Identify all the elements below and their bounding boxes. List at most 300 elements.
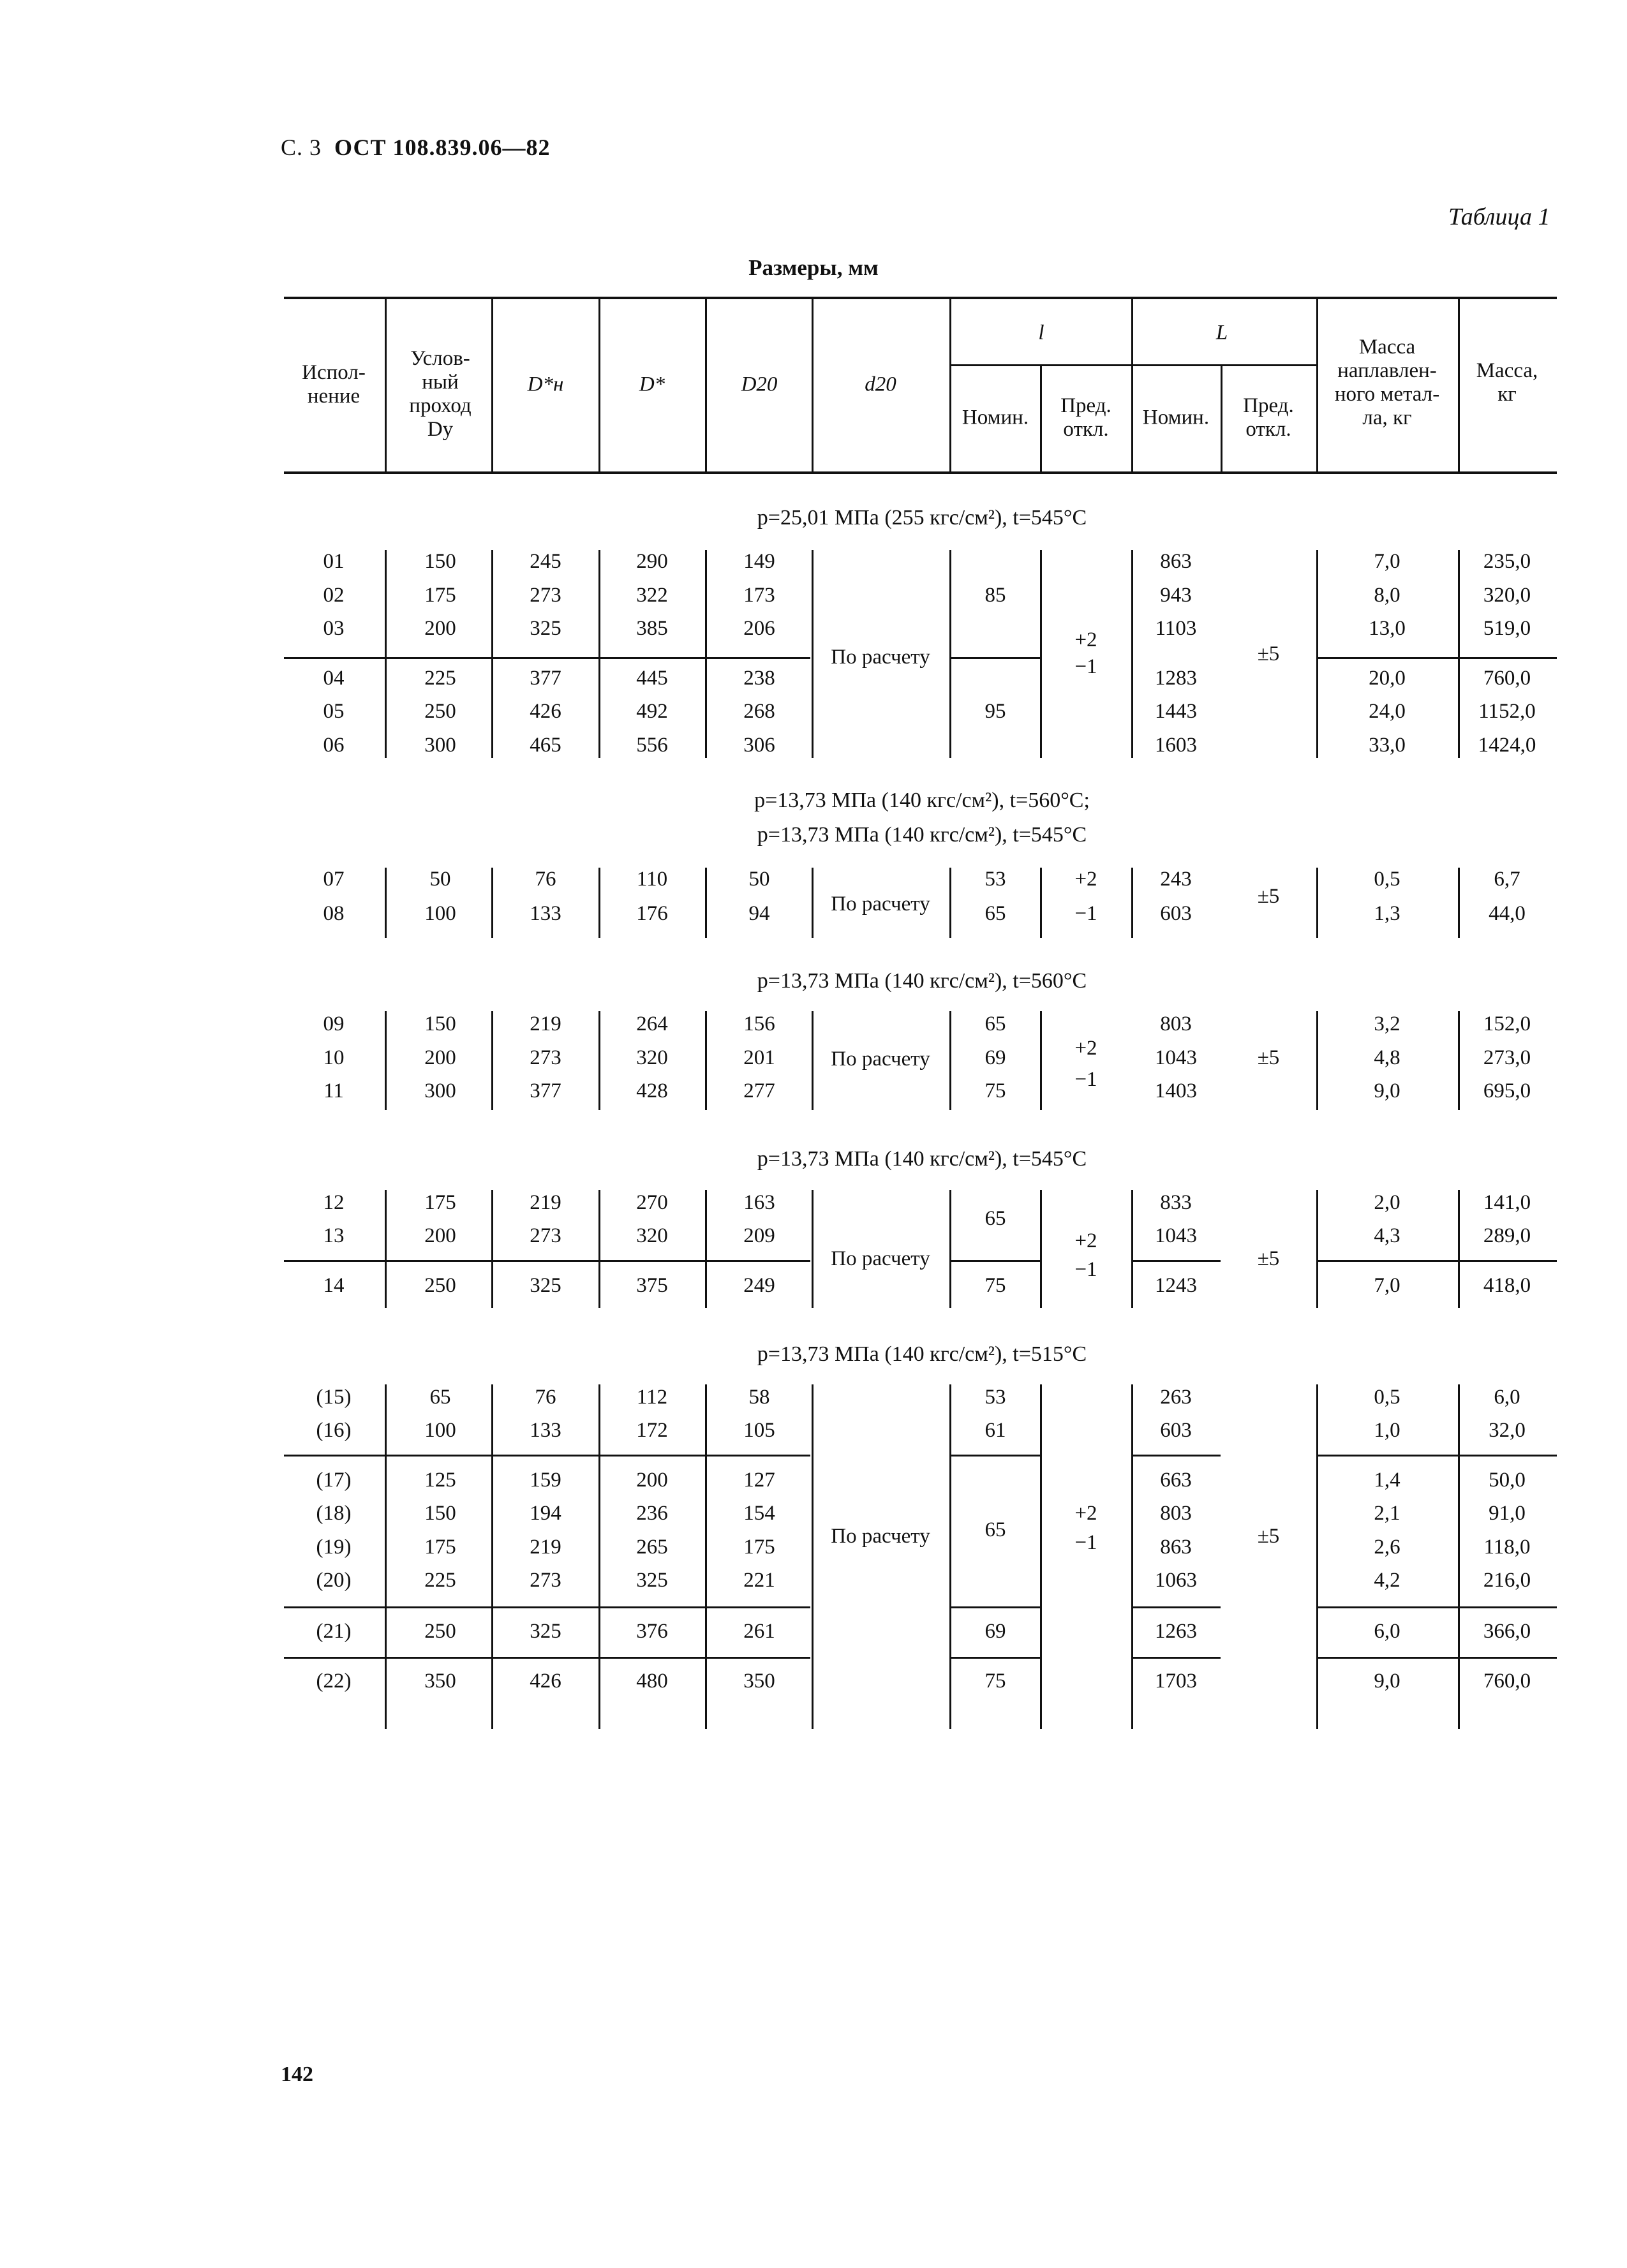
L-subheader-rule [1131,364,1316,366]
dimensions-note: Размеры, мм [748,255,879,280]
column-divider [491,868,493,938]
cell-mn: 1,3 [1374,902,1400,925]
cell-m: 44,0 [1489,902,1526,925]
column-divider [705,550,707,758]
cell-d20c: 154 [743,1502,775,1525]
cell-dy: 65 [429,1386,451,1409]
cell-Lnom: 803 [1160,1502,1192,1525]
column-divider [491,1011,493,1110]
column-divider [1458,868,1460,938]
cell-Lnom: 1103 [1155,617,1197,640]
column-divider [1316,550,1318,758]
column-divider [598,1190,600,1308]
header-divider [705,298,707,471]
cell-m: 695,0 [1483,1079,1531,1102]
column-divider [949,550,951,758]
cell-isp: 11 [323,1079,344,1102]
cell-lnom: 75 [984,1079,1006,1102]
cell-ldev: −1 [1074,902,1097,925]
header-divider [385,298,387,471]
cell-dn: 273 [530,1569,561,1592]
cell-dy: 175 [424,1191,456,1214]
cell-mn: 3,2 [1374,1012,1400,1035]
cell-ldev: +2 [1074,1502,1097,1525]
cell-dn: 465 [530,734,561,757]
cell-d: 556 [636,734,668,757]
cell-dy: 100 [424,1419,456,1442]
cell-dn: 219 [530,1191,561,1214]
column-divider [491,1384,493,1729]
cell-mn: 24,0 [1369,700,1406,723]
cell-Lnom: 863 [1160,550,1192,573]
cell-m: 118,0 [1483,1536,1531,1559]
table-top-rule [284,297,1557,299]
cell-dy: 350 [424,1670,456,1693]
header-divider [1131,298,1133,471]
cell-mn: 6,0 [1374,1620,1400,1643]
cell-Ldev: ±5 [1257,1247,1280,1270]
cell-d20c: 105 [743,1419,775,1442]
cell-m: 141,0 [1483,1191,1531,1214]
cell-isp: 12 [323,1191,345,1214]
row-separator [1316,1606,1557,1608]
cell-m: 1424,0 [1478,734,1536,757]
cell-dn: 325 [530,617,561,640]
cell-mn: 7,0 [1374,550,1400,573]
cell-dy: 250 [424,1274,456,1297]
cell-dn: 273 [530,1046,561,1069]
cell-dn: 159 [530,1469,561,1492]
cell-d20c: 277 [743,1079,775,1102]
cell-d: 385 [636,617,668,640]
cell-Lnom: 263 [1160,1386,1192,1409]
row-separator [1316,1260,1557,1262]
cell-ldev: +2 [1074,868,1097,891]
cell-dy: 175 [424,584,456,607]
row-separator [951,1455,1040,1456]
cell-d20c: 175 [743,1536,775,1559]
cell-isp: 13 [323,1224,345,1247]
column-divider [1316,1011,1318,1110]
cell-dy: 150 [424,550,456,573]
cell-Lnom: 1063 [1155,1569,1197,1592]
cell-isp: (19) [316,1536,352,1559]
cell-mn: 0,5 [1374,1386,1400,1409]
cell-lnom: 85 [984,584,1006,607]
cell-m: 91,0 [1489,1502,1526,1525]
page-number: 142 [281,2063,313,2086]
header-L-nomin: Номин. [1142,406,1210,429]
cell-m: 366,0 [1483,1620,1531,1643]
cell-ldev: −1 [1074,655,1097,678]
cell-isp: (20) [316,1569,352,1592]
cell-dn: 245 [530,550,561,573]
cell-Lnom: 943 [1160,584,1192,607]
cell-d: 322 [636,584,668,607]
cell-m: 50,0 [1489,1469,1526,1492]
cell-d20: По расчету [831,1525,930,1548]
cell-dy: 250 [424,1620,456,1643]
cell-Ldev: ±5 [1257,1525,1280,1548]
column-divider [1316,868,1318,938]
column-divider [491,550,493,758]
header-divider [598,298,600,471]
cell-m: 1152,0 [1478,700,1536,723]
cell-d20: По расчету [831,1247,930,1270]
section-condition: p=13,73 МПа (140 кгс/см²), t=515°С [757,1342,1087,1366]
cell-ldev: −1 [1074,1068,1097,1091]
column-divider [1316,1384,1318,1729]
cell-isp: 03 [323,617,345,640]
cell-mn: 7,0 [1374,1274,1400,1297]
row-separator [1316,1455,1557,1456]
header-D: D* [639,373,665,396]
cell-d: 445 [636,667,668,690]
cell-Lnom: 1283 [1155,667,1197,690]
cell-mn: 1,0 [1374,1419,1400,1442]
cell-isp: 07 [323,868,345,891]
cell-mn: 33,0 [1369,734,1406,757]
column-divider [1131,1190,1133,1308]
cell-d20c: 306 [743,734,775,757]
row-separator [1316,1657,1557,1659]
cell-m: 32,0 [1489,1419,1526,1442]
column-divider [812,1190,814,1308]
cell-d: 290 [636,550,668,573]
column-divider [705,1190,707,1308]
cell-dn: 377 [530,667,561,690]
column-divider [705,1011,707,1110]
cell-mn: 8,0 [1374,584,1400,607]
row-separator [284,1606,810,1608]
cell-isp: 10 [323,1046,345,1069]
cell-ldev: +2 [1074,1229,1097,1252]
cell-lnom: 75 [984,1274,1006,1297]
column-divider [1131,868,1133,938]
header-ispolnenie: Испол- нение [302,361,366,408]
cell-d20c: 127 [743,1469,775,1492]
cell-mn: 2,0 [1374,1191,1400,1214]
cell-lnom: 65 [984,1518,1006,1541]
cell-isp: (17) [316,1469,352,1492]
cell-mn: 9,0 [1374,1079,1400,1102]
section-condition: p=13,73 МПа (140 кгс/см²), t=560°С; [754,789,1090,812]
cell-d: 236 [636,1502,668,1525]
header-L-pred-otkl: Пред. откл. [1243,394,1294,441]
cell-isp: (18) [316,1502,352,1525]
column-divider [385,1190,387,1308]
cell-m: 519,0 [1483,617,1531,640]
cell-d20c: 149 [743,550,775,573]
cell-d20c: 206 [743,617,775,640]
cell-d20c: 173 [743,584,775,607]
row-separator [284,1657,810,1659]
cell-dn: 377 [530,1079,561,1102]
cell-Lnom: 663 [1160,1469,1192,1492]
cell-Lnom: 803 [1160,1012,1192,1035]
cell-m: 760,0 [1483,1670,1531,1693]
cell-Ldev: ±5 [1257,642,1280,665]
cell-d: 270 [636,1191,668,1214]
row-separator [951,1657,1040,1659]
cell-d: 112 [636,1386,668,1409]
header-divider [491,298,493,471]
column-divider [491,1190,493,1308]
section-condition: p=13,73 МПа (140 кгс/см²), t=545°С [757,823,1087,847]
cell-dy: 150 [424,1502,456,1525]
header-L: L [1215,321,1228,345]
cell-d20c: 221 [743,1569,775,1592]
cell-mn: 9,0 [1374,1670,1400,1693]
cell-m: 235,0 [1483,550,1531,573]
column-divider [949,1011,951,1110]
row-separator [284,657,810,659]
cell-dy: 200 [424,1224,456,1247]
cell-d: 325 [636,1569,668,1592]
cell-lnom: 95 [984,700,1006,723]
column-divider [598,1011,600,1110]
header-massa: Масса, кг [1476,359,1538,406]
page-header-prefix: С. 3 [281,135,322,160]
cell-mn: 4,3 [1374,1224,1400,1247]
standard-code: ОСТ 108.839.06—82 [334,135,551,160]
column-divider [1131,1384,1133,1729]
header-uslovny-prokhod: Услов- ный проход Dу [409,347,472,441]
row-separator [1133,1657,1221,1659]
cell-isp: (16) [316,1419,352,1442]
column-divider [812,1384,814,1729]
column-divider [949,1384,951,1729]
column-divider [705,1384,707,1729]
cell-lnom: 65 [984,902,1006,925]
row-separator [1133,1606,1221,1608]
cell-d20: По расчету [831,1048,930,1071]
header-l: l [1038,321,1044,345]
cell-dn: 76 [535,868,556,891]
cell-m: 6,0 [1494,1386,1520,1409]
cell-d: 265 [636,1536,668,1559]
row-separator [1316,657,1557,659]
cell-d20c: 350 [743,1670,775,1693]
column-divider [385,1011,387,1110]
column-divider [1458,550,1460,758]
column-divider [1040,868,1042,938]
column-divider [949,1190,951,1308]
cell-ldev: −1 [1074,1258,1097,1281]
cell-lnom: 69 [984,1046,1006,1069]
cell-m: 216,0 [1483,1569,1531,1592]
cell-d20: По расчету [831,646,930,669]
cell-d: 320 [636,1046,668,1069]
cell-lnom: 75 [984,1670,1006,1693]
cell-Lnom: 1603 [1155,734,1197,757]
column-divider [1458,1190,1460,1308]
cell-isp: (22) [316,1670,352,1693]
cell-d: 176 [636,902,668,925]
cell-dn: 194 [530,1502,561,1525]
cell-dy: 225 [424,1569,456,1592]
cell-m: 418,0 [1483,1274,1531,1297]
cell-Lnom: 1263 [1155,1620,1197,1643]
row-separator [284,1260,810,1262]
cell-d: 428 [636,1079,668,1102]
cell-d: 172 [636,1419,668,1442]
cell-dn: 219 [530,1536,561,1559]
header-divider [949,298,951,471]
cell-Lnom: 1043 [1155,1046,1197,1069]
cell-m: 760,0 [1483,667,1531,690]
cell-d20c: 163 [743,1191,775,1214]
cell-ldev: −1 [1074,1531,1097,1554]
cell-mn: 20,0 [1369,667,1406,690]
cell-d20c: 209 [743,1224,775,1247]
table-label: Таблица 1 [1448,204,1550,230]
column-divider [1040,1384,1042,1729]
header-Dn: D*н [527,373,564,396]
cell-isp: 04 [323,667,345,690]
cell-d: 376 [636,1620,668,1643]
column-divider [598,550,600,758]
cell-dn: 426 [530,1670,561,1693]
cell-lnom: 65 [984,1207,1006,1230]
cell-dn: 133 [530,902,561,925]
page-header [281,134,550,161]
header-divider [1458,298,1460,471]
cell-mn: 2,1 [1374,1502,1400,1525]
column-divider [949,868,951,938]
header-massa-naplav: Масса наплавлен- ного метал- ла, кг [1334,336,1440,429]
cell-d: 110 [636,868,668,891]
cell-d20c: 238 [743,667,775,690]
column-divider [1458,1011,1460,1110]
cell-d: 264 [636,1012,668,1035]
column-divider [705,868,707,938]
cell-dy: 150 [424,1012,456,1035]
cell-mn: 4,8 [1374,1046,1400,1069]
cell-Lnom: 1243 [1155,1274,1197,1297]
column-divider [1131,550,1133,758]
cell-Lnom: 1703 [1155,1670,1197,1693]
cell-d: 492 [636,700,668,723]
column-divider [812,550,814,758]
cell-isp: (21) [316,1620,352,1643]
cell-d20c: 50 [748,868,770,891]
column-divider [1040,1190,1042,1308]
cell-d20c: 261 [743,1620,775,1643]
cell-Lnom: 1043 [1155,1224,1197,1247]
cell-d20c: 201 [743,1046,775,1069]
cell-isp: 14 [323,1274,345,1297]
header-l-pred-otkl: Пред. откл. [1060,394,1111,441]
cell-dy: 175 [424,1536,456,1559]
header-divider [1316,298,1318,471]
cell-dy: 200 [424,1046,456,1069]
cell-lnom: 61 [984,1419,1006,1442]
column-divider [1458,1384,1460,1729]
cell-d: 200 [636,1469,668,1492]
cell-d: 480 [636,1670,668,1693]
section-condition: p=13,73 МПа (140 кгс/см²), t=560°С [757,969,1087,993]
cell-dn: 76 [535,1386,556,1409]
column-divider [598,868,600,938]
cell-dy: 125 [424,1469,456,1492]
column-divider [812,868,814,938]
cell-isp: 08 [323,902,345,925]
cell-dy: 225 [424,667,456,690]
column-divider [1040,1011,1042,1110]
column-divider [385,550,387,758]
column-divider [812,1011,814,1110]
cell-mn: 2,6 [1374,1536,1400,1559]
cell-Lnom: 243 [1160,868,1192,891]
cell-dy: 300 [424,1079,456,1102]
cell-dy: 200 [424,617,456,640]
cell-Lnom: 1443 [1155,700,1197,723]
cell-lnom: 69 [984,1620,1006,1643]
cell-isp: 09 [323,1012,345,1035]
cell-isp: (15) [316,1386,352,1409]
row-separator [951,1260,1040,1262]
header-divider [812,298,814,471]
header-D20: D20 [741,373,778,396]
cell-dy: 250 [424,700,456,723]
cell-isp: 01 [323,550,345,573]
cell-d: 320 [636,1224,668,1247]
row-separator [1133,1260,1221,1262]
cell-isp: 02 [323,584,345,607]
cell-Lnom: 603 [1160,1419,1192,1442]
row-separator [1133,1455,1221,1456]
cell-m: 289,0 [1483,1224,1531,1247]
cell-Lnom: 603 [1160,902,1192,925]
cell-m: 320,0 [1483,584,1531,607]
header-divider [1040,366,1042,471]
cell-mn: 1,4 [1374,1469,1400,1492]
cell-mn: 4,2 [1374,1569,1400,1592]
cell-Ldev: ±5 [1257,1046,1280,1069]
cell-dy: 100 [424,902,456,925]
cell-m: 273,0 [1483,1046,1531,1069]
cell-dy: 300 [424,734,456,757]
cell-d20c: 249 [743,1274,775,1297]
cell-mn: 0,5 [1374,868,1400,891]
cell-m: 152,0 [1483,1012,1531,1035]
cell-Ldev: ±5 [1257,885,1280,908]
cell-d20: По расчету [831,893,930,915]
cell-d20c: 156 [743,1012,775,1035]
column-divider [1316,1190,1318,1308]
column-divider [598,1384,600,1729]
section-condition: p=13,73 МПа (140 кгс/см²), t=545°С [757,1147,1087,1171]
cell-lnom: 53 [984,868,1006,891]
cell-d20c: 94 [748,902,770,925]
cell-isp: 05 [323,700,345,723]
cell-m: 6,7 [1494,868,1520,891]
cell-lnom: 65 [984,1012,1006,1035]
cell-dn: 426 [530,700,561,723]
column-divider [385,1384,387,1729]
cell-ldev: +2 [1074,1037,1097,1060]
header-l-nomin: Номин. [962,406,1029,429]
section-condition: p=25,01 МПа (255 кгс/см²), t=545°С [757,506,1087,530]
header-bottom-rule [284,471,1557,474]
cell-Lnom: 833 [1160,1191,1192,1214]
row-separator [284,1455,810,1456]
cell-dn: 273 [530,584,561,607]
header-d20: d20 [865,373,896,396]
cell-mn: 13,0 [1369,617,1406,640]
cell-dn: 133 [530,1419,561,1442]
